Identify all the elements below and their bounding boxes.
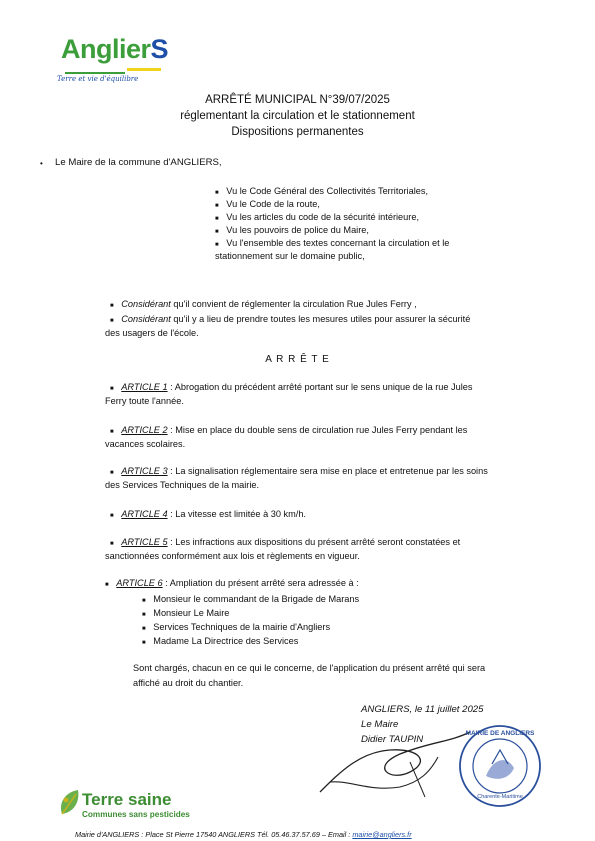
- article-6: [105, 577, 359, 591]
- leaf-icon: [58, 788, 82, 818]
- vu-item-continued: [215, 250, 545, 263]
- vu-text: Vu les articles du code de la sécurité intérieure,: [226, 212, 419, 222]
- vu-item: [215, 237, 545, 250]
- decree-subtitle: réglementant la circulation et le stationnement: [180, 110, 415, 122]
- logo-name-main: Anglier: [61, 34, 151, 64]
- vu-item: [215, 185, 545, 198]
- bullet-icon: ■: [110, 429, 114, 435]
- bullet-icon: ■: [105, 582, 109, 588]
- recipient-item: [142, 635, 359, 649]
- commune-logo: [55, 34, 175, 94]
- signature-role: Le Maire: [361, 719, 399, 730]
- article-5-cont: sanctionnées conformément aux lois et règlements en vigueur.: [105, 551, 360, 561]
- bullet-icon: ■: [110, 513, 114, 519]
- article-label: ARTICLE 5: [121, 537, 168, 547]
- bullet-icon: ■: [215, 229, 219, 235]
- recipient-text: Madame La Directrice des Services: [153, 636, 299, 646]
- arrete-heading: A R R Ê T E: [265, 354, 330, 365]
- article-text: : Mise en place du double sens de circulation rue Jules Ferry pendant les: [167, 425, 468, 435]
- considerant-label: Considérant: [121, 299, 171, 309]
- considerant-label: Considérant: [121, 314, 171, 324]
- bullet-icon: ■: [110, 386, 114, 392]
- bullet-icon: ■: [215, 242, 219, 248]
- bullet-icon: ■: [142, 640, 146, 646]
- closing-line1: Sont chargés, chacun en ce qui le concerne, de l'application du présent arrêté qui sera: [133, 663, 486, 673]
- bullet-icon: ■: [110, 470, 114, 476]
- intro-text: Le Maire de la commune d'ANGLIERS,: [55, 157, 222, 168]
- bullet-icon: ■: [215, 216, 219, 222]
- bullet-icon: ■: [215, 190, 219, 196]
- article-label: ARTICLE 3: [121, 466, 168, 476]
- article-text: : La vitesse est limitée à 30 km/h.: [167, 509, 306, 519]
- vu-text: Vu les pouvoirs de police du Maire,: [226, 225, 369, 235]
- considerant-text: qu'il convient de réglementer la circulation Rue Jules Ferry ,: [170, 299, 417, 309]
- article-label: ARTICLE 6: [116, 578, 163, 588]
- bullet-icon: ■: [110, 318, 114, 324]
- terre-saine-subtitle: Communes sans pesticides: [82, 810, 190, 819]
- article-2-cont: vacances scolaires.: [105, 439, 186, 449]
- signature-name: Didier TAUPIN: [361, 734, 424, 745]
- article-label: ARTICLE 1: [121, 382, 168, 392]
- bullet-icon: ■: [142, 626, 146, 632]
- article-text: : Ampliation du présent arrêté sera adressée à :: [162, 578, 359, 588]
- considerant-2-cont: des usagers de l'école.: [105, 328, 199, 338]
- decree-dispositions: Dispositions permanentes: [231, 126, 364, 138]
- article-text: : La signalisation réglementaire sera mise en place et entretenue par les soins: [167, 466, 488, 476]
- bullet-icon: ■: [110, 303, 114, 309]
- recipient-text: Monsieur le commandant de la Brigade de Marans: [153, 594, 360, 604]
- recipient-item: [142, 593, 359, 607]
- bullet-icon: ■: [110, 541, 114, 547]
- article-label: ARTICLE 4: [121, 509, 168, 519]
- vu-item: [215, 198, 545, 211]
- vu-text: stationnement sur le domaine public,: [215, 251, 365, 261]
- logo-yellow-bar: [127, 68, 161, 71]
- logo-wordmark: [61, 34, 168, 65]
- closing-line2: affiché au droit du chantier.: [133, 678, 244, 688]
- official-stamp: [458, 724, 542, 808]
- logo-green-bar: [65, 72, 125, 74]
- terre-saine-logo: [58, 788, 208, 824]
- vu-text: Vu le Code Général des Collectivités Territoriales,: [226, 186, 429, 196]
- recipient-item: [142, 607, 359, 621]
- article-5: [110, 536, 460, 550]
- recipient-list: [142, 593, 359, 649]
- footer-email-link[interactable]: mairie@angliers.fr: [352, 830, 412, 839]
- intro-bullet: •: [40, 159, 43, 168]
- logo-tagline: Terre et vie d'équilibre: [57, 75, 139, 83]
- bullet-icon: ■: [215, 203, 219, 209]
- article-text: : Les infractions aux dispositions du présent arrêté seront constatées et: [167, 537, 461, 547]
- article-3: [110, 465, 488, 479]
- considerant-text: qu'il y a lieu de prendre toutes les mesures utiles pour assurer la sécurité: [170, 314, 471, 324]
- recipient-item: [142, 621, 359, 635]
- bullet-icon: ■: [142, 598, 146, 604]
- footer-text: [75, 830, 412, 839]
- article-1: [110, 381, 473, 395]
- bullet-icon: ■: [142, 612, 146, 618]
- recipient-text: Services Techniques de la mairie d'Angliers: [153, 622, 331, 632]
- article-text: : Abrogation du précédent arrêté portant sur le sens unique de la rue Jules: [167, 382, 473, 392]
- stamp-bottom-text: Charente-Maritime: [477, 794, 523, 800]
- considerant-2: [110, 313, 470, 327]
- article-label: ARTICLE 2: [121, 425, 168, 435]
- handwritten-signature: [310, 712, 480, 802]
- stamp-top-text: MAIRIE DE ANGLIERS: [465, 730, 535, 737]
- article-2: [110, 424, 467, 438]
- terre-saine-title: Terre saine: [82, 790, 172, 809]
- footer-address: Mairie d'ANGLIERS : Place St Pierre 17540 ANGLIERS Tél. 05.46.37.57.69 – Email :: [75, 830, 353, 839]
- considerant-1: [110, 298, 417, 312]
- article-3-cont: des Services Techniques de la mairie.: [105, 480, 260, 490]
- vu-text: Vu le Code de la route,: [226, 199, 320, 209]
- recipient-text: Monsieur Le Maire: [153, 608, 230, 618]
- vu-item: [215, 224, 545, 237]
- logo-name-s: S: [150, 34, 169, 64]
- article-4: [110, 508, 306, 522]
- article-1-cont: Ferry toute l'année.: [105, 396, 184, 406]
- vu-text: Vu l'ensemble des textes concernant la circulation et le: [226, 238, 450, 248]
- vu-list: [215, 185, 545, 263]
- decree-title: ARRÊTÉ MUNICIPAL N°39/07/2025: [205, 94, 390, 106]
- vu-item: [215, 211, 545, 224]
- signature-place-date: ANGLIERS, le 11 juillet 2025: [361, 704, 484, 715]
